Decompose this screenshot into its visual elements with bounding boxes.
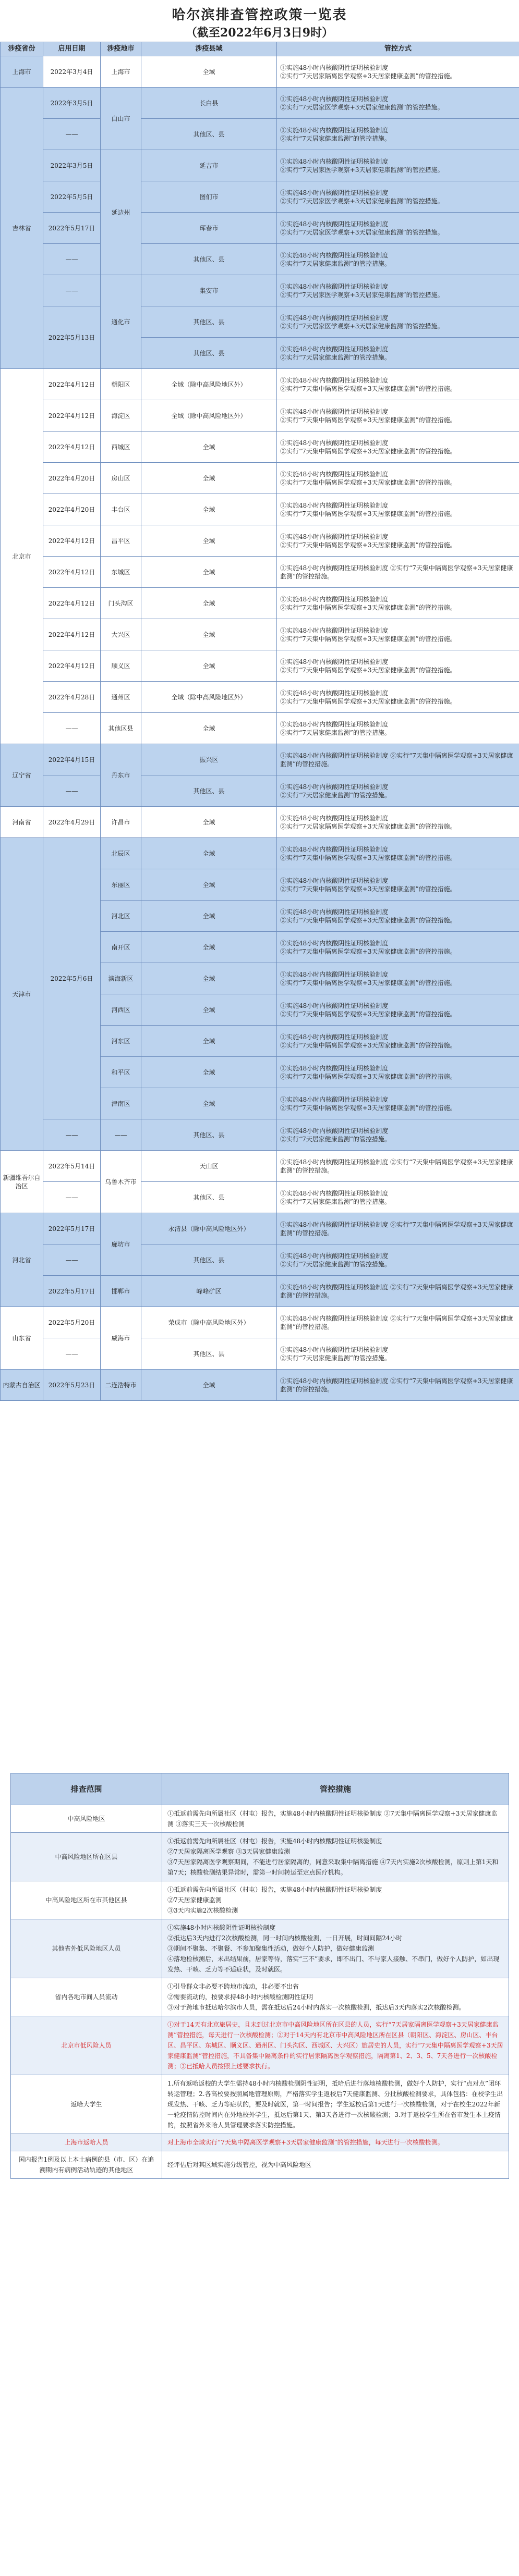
scope-cell: 中高风险地区 (11, 1805, 162, 1833)
measure-cell: ①实施48小时内核酸阴性证明核验制度 ②实行“7天集中隔离医学观察+3天居家健康监测”的管控措施。 (277, 1026, 519, 1057)
city-cell: 威海市 (101, 1307, 141, 1370)
measure-cell: ①实施48小时内核酸阴性证明核验制度 ②实行“7天集中隔离医学观察+3天居家健康监测”的管控措施。 (277, 1307, 519, 1338)
table-row (1, 838, 519, 869)
city-cell: 邯郸市 (101, 1276, 141, 1307)
county-cell: 其他区、县 (141, 1338, 277, 1370)
measure-cell: ①实施48小时内核酸阴性证明核验制度 ②实行“7天居家医学观察+3天居家健康监测”的管控措施。 (277, 213, 519, 244)
date-cell: —— (43, 713, 101, 744)
county-cell: 全域 (141, 557, 277, 588)
city-cell: 津南区 (101, 1088, 141, 1119)
county-cell: 全域 (141, 588, 277, 619)
measure-cell: ①实施48小时内核酸阴性证明核验制度 ②实行“7天居家健康监测”的管控措施。 (277, 1244, 519, 1276)
city-cell: 通州区 (101, 682, 141, 713)
control-policy-table (0, 42, 519, 1401)
measure-cell: ①实施48小时内核酸阴性证明核验制度 ②实行“7天集中隔离医学观察+3天居家健康监测”的管控措施。 (277, 619, 519, 650)
measure-cell: ①实施48小时内核酸阴性证明核验制度 ②实行“7天居家健康监测”的管控措施。 (277, 775, 519, 807)
county-cell: 全域 (141, 463, 277, 494)
measure-cell: ①实施48小时内核酸阴性证明核验制度 ②实行“7天集中隔离医学观察+3天居家健康监测”的管控措施。 (277, 932, 519, 963)
table-row (1, 1307, 519, 1338)
city-cell: —— (101, 1119, 141, 1151)
measure-cell: 对上海市全域实行“7天集中隔离医学观察+3天居家健康监测”的管控措施，每天进行一次核酸检测。 (162, 2134, 509, 2151)
table-row (1, 682, 519, 713)
measure-cell: ①实施48小时内核酸阴性证明核验制度 ②实行“7天集中隔离医学观察+3天居家健康监测”的管控措施。 (277, 588, 519, 619)
county-cell: 全域 (141, 1057, 277, 1088)
table-row (1, 650, 519, 682)
city-cell: 河北区 (101, 901, 141, 932)
date-cell: 2022年5月17日 (43, 1276, 101, 1307)
measure-cell: ①实施48小时内核酸阴性证明核验制度 ②实行“7天集中隔离医学观察+3天居家健康监测”的管控措施。 (277, 1276, 519, 1307)
table-row (1, 56, 519, 88)
province-cell: 天津市 (1, 838, 43, 1151)
table-row (1, 1244, 519, 1276)
date-cell: 2022年3月5日 (43, 150, 101, 181)
province-cell: 北京市 (1, 369, 43, 744)
table-row (1, 1276, 519, 1307)
city-cell: 廊坊市 (101, 1213, 141, 1276)
date-cell: 2022年4月29日 (43, 807, 101, 838)
city-cell: 丹东市 (101, 744, 141, 807)
province-cell: 山东省 (1, 1307, 43, 1370)
city-cell: 延边州 (101, 150, 141, 275)
measure-cell: ①实施48小时内核酸阴性证明核验制度 ②实行“7天集中隔离医学观察+3天居家健康监测”的管控措施。 (277, 869, 519, 901)
city-cell: 朝阳区 (101, 369, 141, 400)
date-cell: —— (43, 1244, 101, 1276)
date-cell: 2022年5月6日 (43, 838, 101, 1119)
county-cell: 振兴区 (141, 744, 277, 775)
date-cell: 2022年3月4日 (43, 56, 101, 88)
county-cell: 天山区 (141, 1151, 277, 1182)
county-cell: 珲春市 (141, 213, 277, 244)
county-cell: 其他区、县 (141, 119, 277, 150)
measure-cell: ①实施48小时内核酸阴性证明核验制度 ②实行“7天居家医学观察+3天居家健康监测”的管控措施。 (277, 181, 519, 213)
measure-cell: ①实施48小时内核酸阴性证明核验制度 ②实行“7天集中隔离医学观察+3天居家健康监测”的管控措施。 (277, 525, 519, 557)
table-row (1, 181, 519, 213)
city-cell: 滨海新区 (101, 963, 141, 994)
measure-cell: ①实施48小时内核酸阴性证明核验制度 ②实行“7天居家医学观察+3天居家健康监测”的管控措施。 (277, 88, 519, 119)
measure-cell: ①实施48小时内核酸阴性证明核验制度 ②实行“7天集中隔离医学观察+3天居家健康监测”的管控措施。 (277, 1370, 519, 1401)
measure-cell: ①实施48小时内核酸阴性证明核验制度 ②实行“7天居家健康监测”的管控措施。 (277, 1338, 519, 1370)
table-row (1, 119, 519, 150)
measure-cell: ①实施48小时内核酸阴性证明核验制度 ②实行“7天居家医学观察+3天居家健康监测”的管控措施。 (277, 150, 519, 181)
city-cell: 南开区 (101, 932, 141, 963)
county-cell: 全域 (141, 1370, 277, 1401)
scope-cell: 中高风险地区所在市其他区县 (11, 1881, 162, 1919)
county-cell: 全域 (141, 838, 277, 869)
county-cell: 全域 (141, 432, 277, 463)
table-row (11, 2151, 509, 2179)
measure-cell: ①实施48小时内核酸阴性证明核验制度 ②实行“7天集中隔离医学观察+3天居家健康监测”的管控措施。 (277, 838, 519, 869)
city-cell: 丰台区 (101, 494, 141, 525)
city-cell: 门头沟区 (101, 588, 141, 619)
page-title: 哈尔滨排查管控政策一览表 (172, 7, 347, 23)
measure-cell: ①实施48小时内核酸阴性证明核验制度 ②实行“7天集中隔离医学观察+3天居家健康监测”的管控措施。 (277, 463, 519, 494)
table-row (1, 400, 519, 432)
table-row (1, 713, 519, 744)
county-cell: 全域 (141, 1088, 277, 1119)
measure-cell: ①实施48小时内核酸阴性证明核验制度 ②实行“7天集中隔离医学观察+3天居家健康监测”的管控措施。 (277, 1088, 519, 1119)
measure-cell: ①实施48小时内核酸阴性证明核验制度 ②实行“7天集中隔离医学观察+3天居家健康监测”的管控措施。 (277, 1057, 519, 1088)
table-row (11, 2134, 509, 2151)
measure-cell: ①实施48小时内核酸阴性证明核验制度 ②实行“7天居家医学观察+3天居家健康监测”的管控措施。 (277, 275, 519, 306)
date-cell: 2022年5月17日 (43, 1213, 101, 1244)
measure-cell: ①实施48小时内核酸阴性证明核验制度 ②实行“7天集中隔离医学观察+3天居家健康监测”的管控措施。 (277, 682, 519, 713)
table-row (1, 807, 519, 838)
city-cell: 白山市 (101, 88, 141, 150)
measure-cell: ①实施48小时内核酸阴性证明核验制度 ②实行“7天居家隔离医学观察+3天居家健康监测”的管控措施。 (277, 56, 519, 88)
county-cell: 全域 (141, 994, 277, 1026)
date-cell: 2022年4月12日 (43, 557, 101, 588)
date-cell: 2022年4月12日 (43, 400, 101, 432)
table-row (1, 1338, 519, 1370)
city-cell: 许昌市 (101, 807, 141, 838)
county-cell: 其他区、县 (141, 775, 277, 807)
county-cell: 全域 (141, 901, 277, 932)
city-cell: 河西区 (101, 994, 141, 1026)
table-header-row (1, 42, 519, 56)
table-row (1, 1151, 519, 1182)
date-cell: 2022年4月20日 (43, 494, 101, 525)
table-row (1, 557, 519, 588)
measure-cell: ①实施48小时内核酸阴性证明核验制度 ②抵达后3天内进行2次核酸检测，同一时间内核酸检测，一日开展，时间间隔24小时 ③期间不聚集、不聚餐、不参加聚集性活动，做好个人防护，做好健康监测 ④落地检核测后，未出结果前，居家等待，落实“三不”要求，即不出门、不与家人接触、不串门，做好个人防护，如出现发热、干咳、乏力等不适症状，及时就医。 (162, 1919, 509, 1978)
date-cell: 2022年5月13日 (43, 306, 101, 369)
table-header-row (11, 1773, 509, 1805)
county-cell: 其他区、县 (141, 1244, 277, 1276)
table-row (1, 463, 519, 494)
date-cell: 2022年4月12日 (43, 525, 101, 557)
measure-cell: ①实施48小时内核酸阴性证明核验制度 ②实行“7天居家健康监测”的管控措施。 (277, 1182, 519, 1213)
date-cell: 2022年4月20日 (43, 463, 101, 494)
table-row (11, 2075, 509, 2134)
scope-cell: 省内各地市间人员流动 (11, 1978, 162, 2016)
county-cell: 全域 (141, 807, 277, 838)
measure-cell: ①对于14天有北京旅居史，且未到过北京市中高风险地区所在区县的人员，实行“7天居家隔离医学观察+3天居家健康监测”管控措施，每天进行一次核酸检测；②对于14天内有北京市中高风险地区所在区县（朝阳区、海淀区、房山区、丰台区、昌平区、东城区、顺义区、通州区、门头沟区、西城区、大兴区）旅居史的人员，实行“7天集中隔离医学观察+3天居家健康监测”管控措施，不具备集中隔离条件的实行居家隔离医学观察措施，隔离第1、2、3、5、7天各进行一次核酸检测；③已抵哈人员按照上述要求执行。 (162, 2016, 509, 2075)
header-scope: 排查范围 (11, 1773, 162, 1805)
date-cell: —— (43, 1119, 101, 1151)
measure-cell: ①实施48小时内核酸阴性证明核验制度 ②实行“7天集中隔离医学观察+3天居家健康监测”的管控措施。 (277, 650, 519, 682)
county-cell: 全域 (141, 932, 277, 963)
measure-cell: ①实施48小时内核酸阴性证明核验制度 ②实行“7天集中隔离医学观察+3天居家健康监测”的管控措施。 (277, 369, 519, 400)
table-row (1, 244, 519, 275)
date-cell: —— (43, 275, 101, 306)
county-cell: 图们市 (141, 181, 277, 213)
measure-cell: ①实施48小时内核酸阴性证明核验制度 ②实行“7天集中隔离医学观察+3天居家健康监测”的管控措施。 (277, 432, 519, 463)
header-city: 涉疫地市 (101, 42, 141, 56)
measure-cell: ①实施48小时内核酸阴性证明核验制度 ②实行“7天集中隔离医学观察+3天居家健康监测”的管控措施。 (277, 1213, 519, 1244)
date-cell: 2022年4月28日 (43, 682, 101, 713)
table-row (11, 1805, 509, 1833)
measure-cell: ①抵返前需先向所属社区（村屯）报告，实施48小时内核酸阴性证明核验制度 ②7天居家健康监测 ③3天内实施2次核酸检测 (162, 1881, 509, 1919)
measure-cell: 1.所有返哈返校的大学生需持48小时内核酸检测阴性证明，抵哈后进行落地核酸检测，做好个人防护，实行“点对点”闭环转运管理；2.各高校要按照属地管理原则，严格落实学生返校后7天健康监测、分批核酸检测要求，具体包括：在校学生出现发热、干咳、乏力等症状的，要及时就医，第一时间报告；学生返校后第1天进行一次核酸检测，对于在校生2022年新一轮疫情防控时间内在外地校外学生，抵达后第1天、第3天各进行一次核酸检测；3.对于返校学生所在省市发生本土疫情的，按照省外来哈人员管理要求落实防控措施。 (162, 2075, 509, 2134)
measure-cell: ①实施48小时内核酸阴性证明核验制度 ②实行“7天居家健康监测”的管控措施。 (277, 119, 519, 150)
county-cell: 永清县（除中高风险地区外） (141, 1213, 277, 1244)
city-cell: 通化市 (101, 275, 141, 369)
measure-cell: ①实施48小时内核酸阴性证明核验制度 ②实行“7天集中隔离医学观察+3天居家健康监测”的管控措施。 (277, 494, 519, 525)
city-cell: 北辰区 (101, 838, 141, 869)
scope-cell: 中高风险地区所在区县 (11, 1833, 162, 1881)
table-row (1, 1213, 519, 1244)
date-cell: 2022年4月12日 (43, 432, 101, 463)
county-cell: 峰峰矿区 (141, 1276, 277, 1307)
header-county: 涉疫县域 (141, 42, 277, 56)
county-cell: 全域 (141, 713, 277, 744)
county-cell: 其他区、县 (141, 306, 277, 338)
screening-measures-table (10, 1773, 509, 2179)
city-cell: 东城区 (101, 557, 141, 588)
date-cell: —— (43, 244, 101, 275)
measure-cell: 经评估后对其区域实施分级管控，视为中高风险地区 (162, 2151, 509, 2179)
measure-cell: ①实施48小时内核酸阴性证明核验制度 ②实行“7天集中隔离医学观察+3天居家健康监测”的管控措施。 (277, 744, 519, 775)
measure-cell: ①抵返前需先向所属社区（村屯）报告，实施48小时内核酸阴性证明核验制度 ②7天居家隔离医学观察 ③3天居家健康监测 ③7天居家隔离医学观察期间，不能进行居家隔离的，同意采取集中隔离措施 ④7天内实施2次核酸检测，原则上第1天和第7天；核酸检测结果异常时，需第一时间转运至定点医疗机构。 (162, 1833, 509, 1881)
city-cell: 其他区县 (101, 713, 141, 744)
county-cell: 全域 (141, 494, 277, 525)
city-cell: 上海市 (101, 56, 141, 88)
measure-cell: ①引导群众非必要不跨地市流动，非必要不出省 ②需要流动的，按要求持48小时内核酸检测阴性证明 ③对于跨地市抵达哈尔滨市人员，需在抵达后24小时内落实一次核酸检测，抵达后3天内落实2次核酸检测。 (162, 1978, 509, 2016)
city-cell: 东丽区 (101, 869, 141, 901)
header-measure: 管控方式 (277, 42, 519, 56)
county-cell: 全域 (141, 619, 277, 650)
table-row (1, 150, 519, 181)
date-cell: 2022年4月12日 (43, 650, 101, 682)
date-cell: —— (43, 1338, 101, 1370)
county-cell: 全域 (141, 525, 277, 557)
header-measures: 管控措施 (162, 1773, 509, 1805)
header-date: 启用日期 (43, 42, 101, 56)
scope-cell: 返哈大学生 (11, 2075, 162, 2134)
county-cell: 延吉市 (141, 150, 277, 181)
measure-cell: ①实施48小时内核酸阴性证明核验制度 ②实行“7天集中隔离医学观察+3天居家健康监测”的管控措施。 (277, 963, 519, 994)
scope-cell: 国内报告1例及以上本土病例的县（市、区）在追溯期内有病例活动轨迹的其他地区 (11, 2151, 162, 2179)
city-cell: 和平区 (101, 1057, 141, 1088)
province-cell: 新疆维吾尔自治区 (1, 1151, 43, 1213)
table-row (1, 619, 519, 650)
province-cell: 上海市 (1, 56, 43, 88)
date-cell: 2022年3月5日 (43, 88, 101, 119)
scope-cell: 其他省外低风险地区人员 (11, 1919, 162, 1978)
measure-cell: ①实施48小时内核酸阴性证明核验制度 ②实行“7天居家健康监测”的管控措施。 (277, 713, 519, 744)
table-row (1, 1119, 519, 1151)
table-row (1, 525, 519, 557)
scope-cell: 北京市低风险人员 (11, 2016, 162, 2075)
date-cell: 2022年4月12日 (43, 369, 101, 400)
city-cell: 乌鲁木齐市 (101, 1151, 141, 1213)
table-row (1, 588, 519, 619)
city-cell: 二连浩特市 (101, 1370, 141, 1401)
date-cell: 2022年5月5日 (43, 181, 101, 213)
county-cell: 长白县 (141, 88, 277, 119)
header-province: 涉疫省份 (1, 42, 43, 56)
county-cell: 全域 (141, 869, 277, 901)
city-cell: 西城区 (101, 432, 141, 463)
table-row (11, 1919, 509, 1978)
county-cell: 荣成市（除中高风险地区外） (141, 1307, 277, 1338)
county-cell: 其他区、县 (141, 1182, 277, 1213)
table-row (1, 1182, 519, 1213)
county-cell: 其他区、县 (141, 244, 277, 275)
measure-cell: ①实施48小时内核酸阴性证明核验制度 ②实行“7天居家医学观察+3天居家健康监测”的管控措施。 (277, 306, 519, 338)
table-row (1, 88, 519, 119)
measure-cell: ①实施48小时内核酸阴性证明核验制度 ②实行“7天集中隔离医学观察+3天居家健康监测”的管控措施。 (277, 1151, 519, 1182)
table-row (1, 775, 519, 807)
date-cell: 2022年4月12日 (43, 588, 101, 619)
date-cell: 2022年4月12日 (43, 619, 101, 650)
province-cell: 内蒙古自治区 (1, 1370, 43, 1401)
province-cell: 吉林省 (1, 88, 43, 369)
date-cell: 2022年5月17日 (43, 213, 101, 244)
table-row (11, 1833, 509, 1881)
county-cell: 全域 (141, 963, 277, 994)
measure-cell: ①实施48小时内核酸阴性证明核验制度 ②实行“7天集中隔离医学观察+3天居家健康监测”的管控措施。 (277, 557, 519, 588)
table-row (1, 213, 519, 244)
date-cell: 2022年5月23日 (43, 1370, 101, 1401)
table-row (11, 1881, 509, 1919)
scope-cell: 上海市返哈人员 (11, 2134, 162, 2151)
county-cell: 全域（除中高风险地区外） (141, 369, 277, 400)
measure-cell: ①实施48小时内核酸阴性证明核验制度 ②实行“7天集中隔离医学观察+3天居家健康监测”的管控措施。 (277, 400, 519, 432)
table-row (1, 1370, 519, 1401)
county-cell: 全域 (141, 650, 277, 682)
province-cell: 河南省 (1, 807, 43, 838)
city-cell: 房山区 (101, 463, 141, 494)
table-row (1, 275, 519, 306)
table-row (1, 369, 519, 400)
date-cell: —— (43, 775, 101, 807)
date-cell: —— (43, 1182, 101, 1213)
date-cell: 2022年5月20日 (43, 1307, 101, 1338)
county-cell: 其他区、县 (141, 338, 277, 369)
city-cell: 昌平区 (101, 525, 141, 557)
table-row (1, 744, 519, 775)
page-subtitle: （截至2022年6月3日9时） (185, 26, 334, 40)
date-cell: 2022年5月14日 (43, 1151, 101, 1182)
county-cell: 全域 (141, 56, 277, 88)
city-cell: 河东区 (101, 1026, 141, 1057)
table-row (1, 494, 519, 525)
county-cell: 全域 (141, 1026, 277, 1057)
date-cell: 2022年4月15日 (43, 744, 101, 775)
table-row (1, 432, 519, 463)
city-cell: 海淀区 (101, 400, 141, 432)
county-cell: 集安市 (141, 275, 277, 306)
city-cell: 大兴区 (101, 619, 141, 650)
measure-cell: ①实施48小时内核酸阴性证明核验制度 ②实行“7天集中隔离医学观察+3天居家健康监测”的管控措施。 (277, 901, 519, 932)
province-cell: 河北省 (1, 1213, 43, 1307)
date-cell: —— (43, 119, 101, 150)
measure-cell: ①实施48小时内核酸阴性证明核验制度 ②实行“7天居家健康监测”的管控措施。 (277, 338, 519, 369)
measure-cell: ①实施48小时内核酸阴性证明核验制度 ②实行“7天居家健康监测”的管控措施。 (277, 1119, 519, 1151)
measure-cell: ①实施48小时内核酸阴性证明核验制度 ②实行“7天居家隔离医学观察+3天居家健康监测”的管控措施。 (277, 807, 519, 838)
table-row (11, 2016, 509, 2075)
county-cell: 全域（除中高风险地区外） (141, 400, 277, 432)
county-cell: 其他区、县 (141, 1119, 277, 1151)
table-row (1, 306, 519, 338)
table-row (11, 1978, 509, 2016)
province-cell: 辽宁省 (1, 744, 43, 807)
measure-cell: ①实施48小时内核酸阴性证明核验制度 ②实行“7天居家健康监测”的管控措施。 (277, 244, 519, 275)
measure-cell: ①抵返前需先向所属社区（村屯）报告，实施48小时内核酸阴性证明核验制度 ②7天集中隔离医学观察+3天居家健康监测 ③落实三天一次核酸检测 (162, 1805, 509, 1833)
county-cell: 全域（除中高风险地区外） (141, 682, 277, 713)
city-cell: 顺义区 (101, 650, 141, 682)
measure-cell: ①实施48小时内核酸阴性证明核验制度 ②实行“7天集中隔离医学观察+3天居家健康监测”的管控措施。 (277, 994, 519, 1026)
